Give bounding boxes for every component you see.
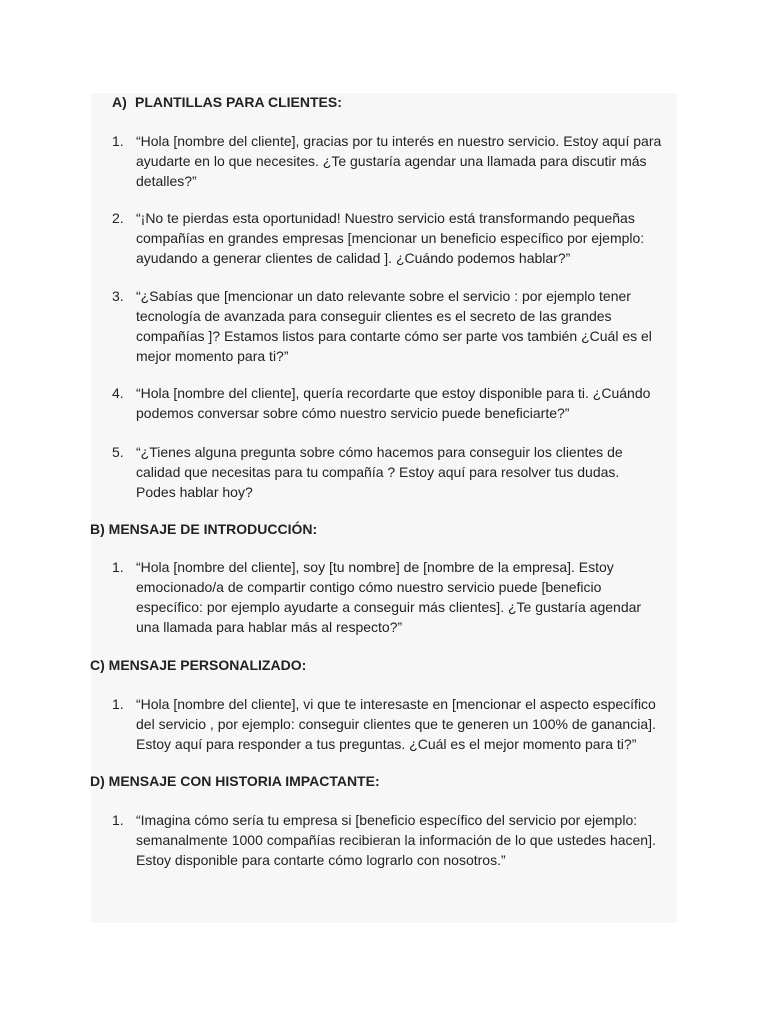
section-b-heading xyxy=(90,519,317,539)
section-a-letter: A) xyxy=(112,94,127,110)
list-item-text xyxy=(136,131,682,191)
text-line: semanalmente 1000 compañías recibieran la información de lo que ustedes hacen]. xyxy=(136,832,656,848)
text-line: podemos conversar sobre cómo nuestro servicio puede beneficiarte?” xyxy=(136,405,570,421)
text-line: ayudando a generar clientes de calidad ]. ¿Cuándo podemos hablar?” xyxy=(136,250,571,266)
text-line: “Hola [nombre del cliente], soy [tu nombre] de [nombre de la empresa]. Estoy xyxy=(136,559,614,575)
list-item-text xyxy=(136,442,682,502)
text-line: detalles?” xyxy=(136,173,197,189)
list-item-text xyxy=(136,208,682,268)
text-line: emocionado/a de compartir contigo cómo nuestro servicio puede [beneficio xyxy=(136,579,602,595)
text-line: compañías ]? Estamos listos para contarte cómo ser parte vos también ¿Cuál es el xyxy=(136,328,652,344)
text-line: “Imagina cómo sería tu empresa si [beneficio específico del servicio por ejemplo: xyxy=(136,812,638,828)
list-item-number: 2. xyxy=(112,210,124,226)
text-line: “¿Sabías que [mencionar un dato relevante sobre el servicio : por ejemplo tener xyxy=(136,288,631,304)
text-line: Estoy disponible para contarte cómo lograrlo con nosotros.” xyxy=(136,852,506,868)
text-line: “Hola [nombre del cliente], quería recordarte que estoy disponible para ti. ¿Cuándo xyxy=(136,385,651,401)
list-item-number: 4. xyxy=(112,385,124,401)
section-a-heading xyxy=(112,92,342,112)
list-item-number: 1. xyxy=(112,696,124,712)
list-item-text xyxy=(136,810,682,870)
section-c-letter: C) xyxy=(90,657,105,673)
section-b-title: MENSAJE DE INTRODUCCIÓN: xyxy=(108,521,318,537)
text-line: del servicio , por ejemplo: conseguir clientes que te generen un 100% de ganancia]. xyxy=(136,716,656,732)
section-d-heading xyxy=(90,771,380,791)
list-item-number: 1. xyxy=(112,133,124,149)
list-item-text xyxy=(136,694,682,754)
list-item-text xyxy=(136,557,682,637)
list-item-text xyxy=(136,286,682,366)
text-line: “¡No te pierdas esta oportunidad! Nuestro servicio está transformando pequeñas xyxy=(136,210,635,226)
section-c-title: MENSAJE PERSONALIZADO: xyxy=(108,657,307,673)
list-item-number: 5. xyxy=(112,444,124,460)
section-d-title: MENSAJE CON HISTORIA IMPACTANTE: xyxy=(108,773,380,789)
list-item-number: 1. xyxy=(112,559,124,575)
list-item-number: 3. xyxy=(112,288,124,304)
text-line: ayudarte en lo que necesites. ¿Te gustaría agendar una llamada para discutir más xyxy=(136,153,647,169)
list-item-number: 1. xyxy=(112,812,124,828)
text-line: Podes hablar hoy? xyxy=(136,484,253,500)
text-line: “Hola [nombre del cliente], vi que te interesaste en [mencionar el aspecto específico xyxy=(136,696,656,712)
text-line: una llamada para hablar más al respecto?” xyxy=(136,619,403,635)
text-line: “¿Tienes alguna pregunta sobre cómo hacemos para conseguir los clientes de xyxy=(136,444,623,460)
text-line: mejor momento para ti?” xyxy=(136,348,289,364)
text-line: específico: por ejemplo ayudarte a conseguir más clientes]. ¿Te gustaría agendar xyxy=(136,599,642,615)
section-c-heading xyxy=(90,655,306,675)
list-item-text xyxy=(136,383,682,423)
text-line: compañías en grandes empresas [mencionar un beneficio específico por ejemplo: xyxy=(136,230,645,246)
section-b-letter: B) xyxy=(90,521,105,537)
section-a-title: PLANTILLAS PARA CLIENTES: xyxy=(135,94,342,110)
text-line: “Hola [nombre del cliente], gracias por tu interés en nuestro servicio. Estoy aquí para xyxy=(136,133,662,149)
section-d-letter: D) xyxy=(90,773,105,789)
text-line: tecnología de avanzada para conseguir clientes es el secreto de las grandes xyxy=(136,308,612,324)
text-line: calidad que necesitas para tu compañía ? Estoy aquí para resolver tus dudas. xyxy=(136,464,620,480)
text-line: Estoy aquí para responder a tus preguntas. ¿Cuál es el mejor momento para ti?” xyxy=(136,736,637,752)
